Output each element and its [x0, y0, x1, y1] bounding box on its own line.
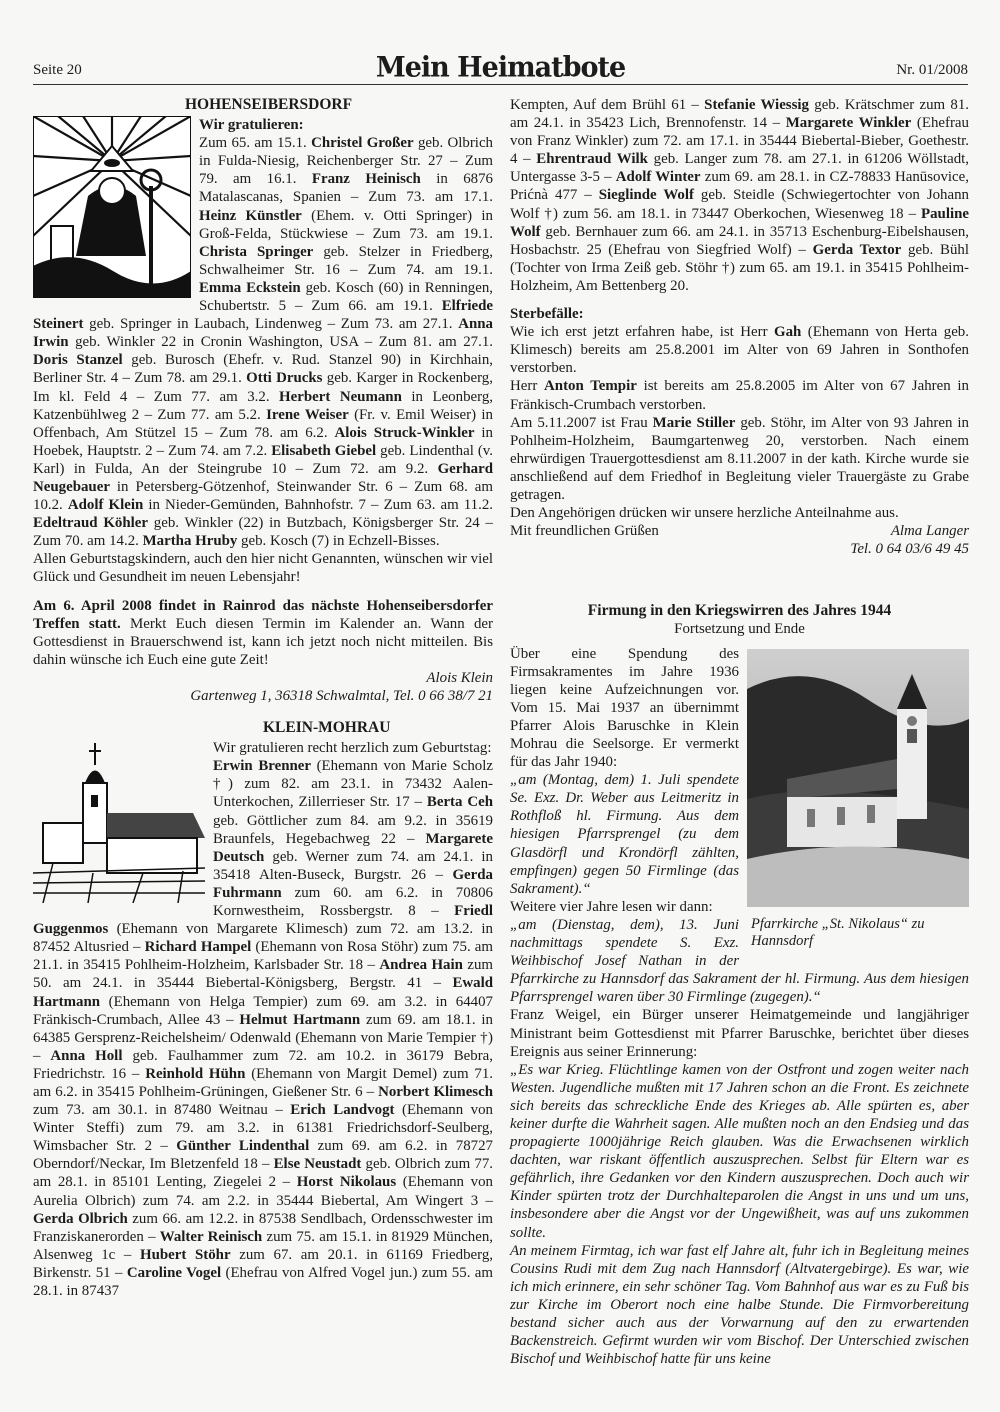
name-highlight: Adolf Winter	[615, 169, 701, 186]
name-highlight: Gerda Textor	[812, 241, 902, 258]
condolence	[510, 504, 969, 522]
text-run: (Fr. v. Emil Weiser) in Offenbach, Am Stützel 15 – Zum 78. am 6.2.	[33, 406, 494, 441]
text-run: zum 67. am 20.1. in 61169 Friedberg, Birkenstr. 51 –	[33, 1246, 493, 1281]
name-highlight: Erich Landvogt	[290, 1102, 395, 1119]
name-highlight: Ewald Hartmann	[33, 975, 493, 1010]
name-highlight: Herbert Neumann	[279, 388, 402, 405]
meeting-announcement	[33, 597, 493, 669]
name-highlight: Günther Lindenthal	[176, 1138, 310, 1155]
text-run: (Ehemann von Rosa Stöhr) zum 75. am 21.1. in 35415 Pohlheim-Holzheim, Karlsbader Str. 18 –	[33, 939, 493, 974]
text-run: geb. Springer in Laubach, Lindenweg – Zum 73. am 27.1.	[83, 316, 459, 333]
text-run: geb. Stelzer in Friedberg, Schwalheimer Str. 16 – Zum 74. am 19.1.	[199, 243, 493, 278]
article-subtitle: Fortsetzung und Ende	[674, 621, 805, 638]
name-highlight: Franz Heinisch	[311, 171, 421, 188]
text-run: Merkt Euch diesen Termin im Kalender an. Wann der Gottesdienst in Brauerschwend ist, kann ich jetzt noch nicht mitteilen. Bis dahin wünsche ich Euch eine gute Zeit!	[33, 615, 493, 668]
name-highlight: Margarete Deutsch	[213, 830, 493, 865]
text-run: (Ehemann von Winter Steffi) zum 79. am 3.2. in 61381 Friedrichsdorf-Seulberg, Wimsbacher Str. 2 –	[33, 1102, 493, 1155]
text-run: geb. Kosch (60) in Renningen, Schubertstr. 5 – Zum 66. am 19.1.	[199, 279, 494, 315]
text-run: zum 69. am 28.1. in CZ-78833 Hanūsovice, Prićnà 477 –	[510, 169, 969, 204]
text-run: in 6876 Matalascanas, Spanien – Zum 73. am 17.1.	[199, 171, 493, 206]
author-phone: Tel. 0 64 03/6 49 45	[850, 541, 969, 558]
text-run: geb. Karger in Rockenberg, Im kl. Feld 4 – Zum 77. am 3.2.	[33, 370, 493, 405]
name-highlight: Heinz Künstler	[199, 207, 302, 224]
name-highlight: Anton Tempir	[544, 378, 637, 395]
text-run: zum 60. am 6.2. in 70806 Kornwestheim, Rossbergstr. 8 –	[213, 884, 493, 920]
section-title-klein-mohrau: KLEIN-MOHRAU	[263, 719, 391, 737]
name-highlight: Marie Stiller	[652, 414, 736, 431]
name-highlight: Hubert Stöhr	[140, 1246, 231, 1263]
text-run: geb. Langer zum 78. am 27.1. in 61206 Wöllstadt, Untergasse 3-5 –	[510, 151, 969, 186]
text-run: geb. Bühl (Tochter von Irma Zeiß geb. Stöhr †) zum 65. am 19.1. in 35415 Pohlheim-Holzheim, Am Bettenberg 20.	[510, 241, 969, 294]
closing-greeting: Mit freundlichen Grüßen	[510, 523, 659, 540]
death-notice	[510, 323, 969, 377]
page-header	[33, 51, 968, 85]
issue-number: Nr. 01/2008	[896, 62, 968, 78]
name-highlight: Erwin Brenner	[213, 758, 311, 775]
text-run: zum 73. am 30.1. in 87480 Weitnau –	[33, 1102, 291, 1119]
name-highlight: Richard Hampel	[144, 939, 252, 956]
name-highlight: Irene Weiser	[266, 406, 349, 423]
text-run: geb. Faulhammer zum 72. am 10.2. in 36179 Bebra, Friedrichstr. 16 –	[33, 1047, 494, 1082]
text-run: geb. Stöhr, im Alter von 93 Jahren in Pohlheim-Holzheim, Baumgartenweg 20, verstorben. Nach einem ehrwürdigen Trauergottesdienst am 8.11.2007 in der kath. Kirche wurde sie anschließend auf dem Friedhof in Begleitung vieler Trauergäste zu Grabe getragen.	[510, 414, 969, 503]
text-run: Kempten, Auf dem Brühl 61 –	[510, 97, 705, 113]
name-highlight: Alois Struck-Winkler	[334, 424, 475, 441]
name-highlight: Friedl Guggenmos	[33, 903, 493, 938]
text-run: in Nieder-Gemünden, Bahnhofstr. 7 – Zum 63. am 11.2.	[143, 497, 494, 514]
name-highlight: Pauline Wolf	[510, 205, 969, 240]
text-run: geb. Göttlicher zum 84. am 9.2. in 35619 Braunfels, Hegebachweg 22 –	[213, 812, 493, 847]
text-run: geb. Steidle (Schwiegertochter von Johann Wolf †) zum 56. am 18.1. in 73447 Oberkochen, Wiesenweg 18 –	[510, 187, 970, 222]
photo-caption: Pfarrkirche „St. Nikolaus“ zu Hannsdorf	[751, 915, 925, 949]
text-run: „am (Dienstag, dem), 13. Juni nachmittags spendete S. Exz. Weihbischof Josef Nathan in der Pfarrkirche zu Hannsdorf das Sakrament der hl. Firmung. Aus dem hiesigen Pfarrsprengel waren über 30 Firmlinge (zugegen).“	[510, 916, 969, 1006]
name-highlight: Elfriede Steinert	[33, 298, 493, 333]
name-highlight: Adolf Klein	[67, 497, 144, 514]
church-photo	[747, 649, 969, 907]
name-highlight: Norbert Klimesch	[378, 1083, 493, 1100]
name-highlight: Caroline Vogel	[126, 1264, 222, 1281]
text-run: zum 66. am 12.2. in 87538 Sendlbach, Ordensschwester im Franziskanerorden –	[33, 1210, 493, 1245]
name-highlight: Horst Nikolaus	[296, 1174, 397, 1191]
section-title-hohenseibersdorf: HOHENSEIBERSDORF	[185, 96, 353, 113]
name-highlight: Anna Irwin	[33, 316, 493, 351]
text-run: (Ehemann von Herta geb. Klimesch) bereits am 25.8.2001 im Alter von 69 Jahren in Sonthofen verstorben.	[510, 324, 969, 377]
name-highlight: Otti Drucks	[246, 370, 323, 387]
article-quote	[510, 1061, 969, 1242]
author-address: Gartenweg 1, 36318 Schwalmtal, Tel. 0 66 38/7 21	[190, 688, 493, 704]
text-run: Franz Weigel, ein Bürger unserer Heimatgemeinde und langjähriger Ministrant beim Gottesdienst mit Pfarrer Baruschke, berichtet über dieses Ereignis aus seiner Erinnerung:	[510, 1007, 969, 1060]
name-highlight: Walter Reinisch	[159, 1228, 263, 1245]
text-run: (Ehemann von Aurelia Olbrich) zum 74. am 2.2. in 35444 Biebertal, Am Wingert 3 –	[33, 1174, 493, 1209]
name-highlight: Gerda Olbrich	[33, 1210, 128, 1227]
saint-woodcut-image	[33, 116, 191, 298]
name-highlight: Edeltraud Köhler	[33, 515, 148, 532]
text-run: ist bereits am 25.8.2005 im Alter von 67 Jahren in Fränkisch-Crumbach verstorben.	[510, 378, 969, 413]
name-highlight: Else Neustadt	[273, 1156, 362, 1173]
name-highlight: Helmut Hartmann	[239, 1011, 361, 1028]
page-number: Seite 20	[33, 62, 82, 78]
text-run: geb. Kosch (7) in Echzell-Bisses.	[237, 533, 440, 550]
text-run: zum 69. am 18.1. in 64385 Gersprenz-Reichelsheim/ Odenwald (Ehemann von Marie Tempier †) –	[33, 1011, 493, 1064]
greeting-heading: Wir gratulieren:	[199, 117, 304, 134]
text-run: geb. Bernhauer zum 66. am 24.1. in 35713 Eschenburg-Eibelshausen, Hosbachstr. 25 (Ehefrau von Siegfried Wolf) –	[510, 223, 969, 258]
article-quote	[510, 1242, 969, 1369]
text-run: (Ehefrau von Franz Winkler) zum 72. am 17.1. in 35444 Biebertal-Bieber, Goethestr. 4 –	[510, 115, 969, 168]
text-run: Zum 65. am 15.1.	[199, 135, 312, 152]
text-run: geb. Winkler 22 in Cronin Washington, USA – Zum 81. am 27.1.	[68, 334, 493, 351]
text-run: in Leonberg, Katzenbühlweg 2 – Zum 77. am 5.2.	[33, 388, 493, 423]
text-run: geb. Lindenthal (v. Karl) in Fulda, An der Steingrube 10 – Zum 72. am 9.2.	[33, 442, 493, 477]
name-highlight: Christel Großer	[311, 135, 414, 152]
text-run: Wie ich erst jetzt erfahren habe, ist Herr	[510, 324, 774, 341]
text-run: Über eine Spendung des Firmsakramentes im Jahre 1936 liegen keine Aufzeichnungen vor. Vom 15. Mai 1937 an übernimmt Pfarrer Alois Baruschke in Klein Mohrau die Seelsorge. Er vermerkt für das Jahr 1940:	[510, 645, 739, 771]
text-run: (Ehem. v. Otti Springer) in Groß-Felda, Stückwiese – Zum 73. am 19.1.	[199, 207, 493, 242]
name-highlight: Elisabeth Giebel	[271, 442, 377, 459]
text-run: Herr	[510, 378, 545, 395]
church-photo-figure	[747, 649, 969, 950]
birthday-wishes: Allen Geburtstagskindern, auch den hier nicht Genannten, wünschen wir viel Glück und Gesundheit im neuen Lebensjahr!	[33, 551, 493, 586]
name-highlight: Am 6. April 2008 findet in Rainrod das nächste Hohenseibersdorfer Treffen statt.	[33, 597, 493, 632]
text-run: geb. Burosch (Ehefr. v. Rud. Stanzel 90) in Kirchhain, Berliner Str. 4 – Zum 78. am 29.1.	[33, 352, 493, 387]
name-highlight: Berta Ceh	[426, 794, 494, 811]
author-signature: Alois Klein	[426, 669, 493, 686]
name-highlight: Sieglinde Wolf	[598, 187, 694, 204]
name-highlight: Christa Springer	[199, 243, 314, 260]
text-run: Weitere vier Jahre lesen wir dann:	[510, 898, 713, 915]
masthead-logo: Mein Heimatbote	[375, 51, 626, 84]
text-run: zum 69. am 6.2. in 78727 Oberndorf/Neckar, Im Bletzenfeld 18 –	[33, 1138, 493, 1173]
name-highlight: Gerda Fuhrmann	[213, 866, 493, 901]
text-run: (Ehemann von Helga Tempier) zum 69. am 3.2. in 64407 Fränkisch-Crumbach, Allee 43 –	[33, 993, 493, 1028]
name-highlight: Gerhard Neugebauer	[33, 460, 493, 495]
name-highlight: Emma Eckstein	[199, 279, 301, 296]
text-run: in Hoebek, Hauptstr. 2 – Zum 74. am 7.2.	[33, 424, 493, 459]
article-paragraph	[510, 1006, 969, 1060]
name-highlight: Stefanie Wiessig	[704, 97, 809, 113]
right-column	[510, 96, 969, 1368]
author-signature: Alma Langer	[890, 523, 969, 540]
text-run: geb. Olbrich in Fulda-Niesig, Reichenberger Str. 27 – Zum 79. am 16.1.	[199, 135, 493, 188]
death-notice	[510, 414, 969, 504]
name-highlight: Martha Hruby	[142, 533, 238, 550]
name-highlight: Reinhold Hühn	[145, 1065, 246, 1082]
deaths-heading: Sterbefälle:	[510, 306, 584, 323]
text-run: „Es war Krieg. Flüchtlinge kamen von der Ostfront und zogen weiter nach Westen. Jugendliche mußten mit 17 Jahren schon an die Front. Es zeichnete sich bereits das schreckliche Ende des Krieges ab. Alle spürten es, aber keiner durfte die Wahrheit sagen. Alle mußten noch an den Endsieg und das propagierte 1000jährige Reich glauben. Was die Erwachsenen wirklich dachten, war riskant öffentlich auszusprechen. Selbst für Eltern war es gefährlich, ihre Gedanken vor den Kindern auszusprechen. Doch auch wir Kinder spürten trotz der Durchhalteparolen die Angst in uns und um uns, insbesondere aber die Angst vor der Ungewißheit, was auf uns zukommen sollte.	[510, 1061, 969, 1241]
birthday-list-continued	[510, 96, 969, 295]
klein-mohrau-intro: Wir gratulieren recht herzlich zum Geburtstag:	[213, 740, 492, 757]
text-run: zum 75. am 15.1. in 81929 München, Alsenweg 1c –	[33, 1228, 493, 1263]
name-highlight: Doris Stanzel	[33, 352, 123, 369]
text-run: (Ehemann von Margit Demel) zum 71. am 6.2. in 35415 Pohlheim-Grüningen, Gießener Str. 6 –	[33, 1065, 493, 1100]
text-run: geb. Krätschmer zum 81. am 24.1. in 35423 Lich, Brennofenstr. 14 –	[510, 97, 969, 132]
text-run: „am (Montag, dem) 1. Juli spendete Se. Exz. Dr. Weber aus Leitmeritz in Rothfloß hl. Firmung. Aus dem hiesigen Pfarrsprengel (zu dem Glasdörfl und Krondörfl zählten, empfingen) gegen 50 Firmlinge (das Sakrament).“	[510, 772, 739, 897]
death-notice	[510, 377, 969, 413]
left-column	[33, 96, 493, 1300]
text-run: geb. Werner zum 74. am 24.1. in 35418 Alten-Buseck, Burgstr. 26 –	[213, 848, 493, 883]
text-run: geb. Olbrich zum 77. am 28.1. in 85101 Lenting, Ziegelei 2 –	[33, 1156, 493, 1191]
text-run: Den Angehörigen drücken wir unsere herzliche Anteilnahme aus.	[510, 505, 899, 522]
text-run: An meinem Firmtag, ich war fast elf Jahre alt, fuhr ich in Begleitung meines Cousins Rudi mit dem Zug nach Hannsdorf (Altvatergebirge). Es war, wie ich mich erinnere, ein sehr schöner Tag. Vom Bahnhof aus war es zu Fuß bis zur Kirche im Oberort noch eine halbe Stunde. Die Firmvorbereitung bestand sicher auch aus der Vorwarnung auf den zu erwartenden Backenstreich. Gefirmt wurden wir vom Bischof. Der Unterschied zwischen Bischof und Weihbischof hatte für uns keine	[510, 1242, 969, 1368]
text-run: (Ehefrau von Alfred Vogel jun.) zum 55. am 28.1. in 87437	[33, 1264, 493, 1299]
name-highlight: Andrea Hain	[379, 957, 463, 974]
text-run: (Ehemann von Marie Scholz †) zum 82. am 23.1. in 73432 Aalen-Unterkochen, Zillerrieser Str. 17 –	[213, 758, 493, 811]
article-title: Firmung in den Kriegswirren des Jahres 1944	[587, 602, 892, 620]
text-run: zum 50. am 24.1. in 35444 Biebertal-Königsberg, Bergstr. 41 –	[33, 957, 493, 992]
name-highlight: Ehrentraud Wilk	[536, 151, 648, 168]
name-highlight: Margarete Winkler	[785, 115, 912, 132]
text-run: (Ehemann von Margarete Klimesch) zum 72. am 13.2. in 87452 Altusried –	[33, 921, 493, 956]
text-run: in Petersberg-Götzenhof, Steinwander Str. 6 – Zum 68. am 10.2.	[33, 478, 493, 514]
text-run: Am 5.11.2007 ist Frau	[510, 414, 653, 431]
name-highlight: Gah	[774, 324, 802, 341]
text-run: geb. Winkler (22) in Butzbach, Königsberger Str. 24 – Zum 70. am 14.2.	[33, 515, 493, 550]
name-highlight: Anna Holl	[50, 1047, 123, 1064]
village-church-drawing	[33, 743, 205, 903]
